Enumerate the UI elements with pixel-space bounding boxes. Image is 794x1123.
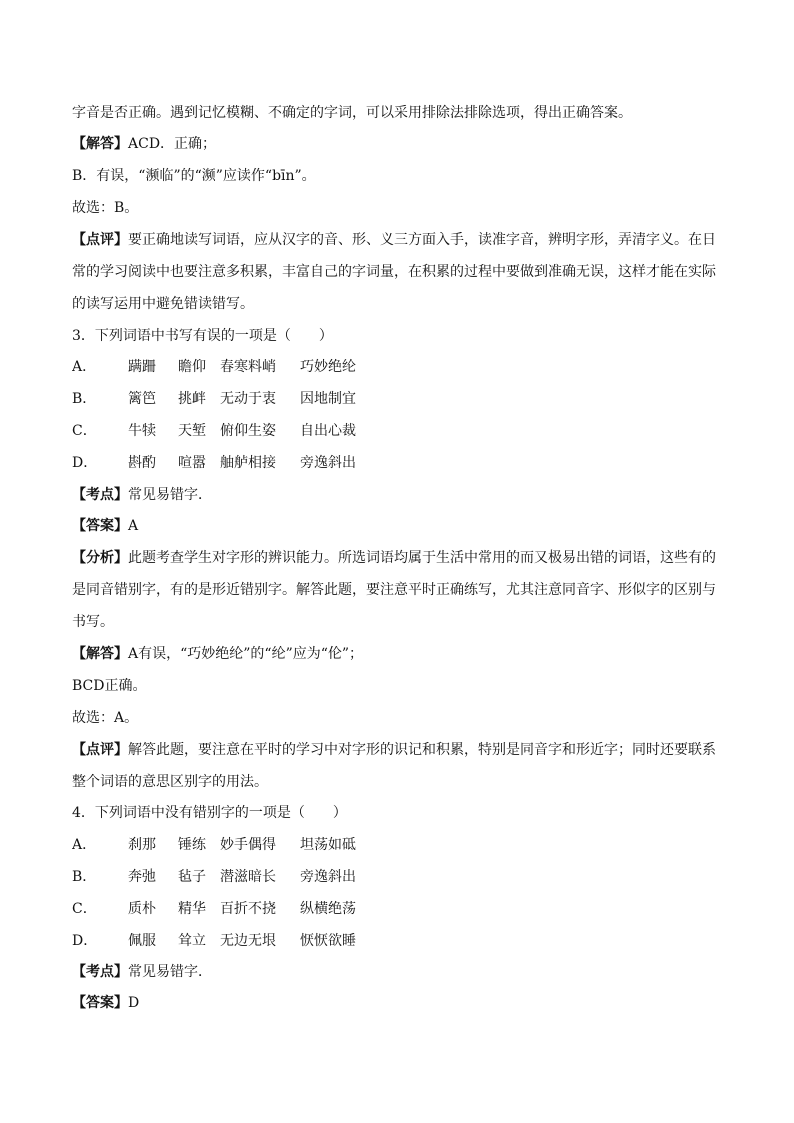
option-label: A． bbox=[72, 359, 97, 375]
jieda-text: ACD．正确； bbox=[128, 136, 217, 152]
option-word: 无动于衷 bbox=[220, 391, 276, 407]
option-label: B． bbox=[72, 391, 97, 407]
question-3-stem: 3．下列词语中书写有误的一项是（ ） bbox=[72, 328, 333, 344]
option-word: 百折不挠 bbox=[220, 901, 276, 917]
answer-line bbox=[72, 134, 732, 154]
option-word: 因地制宜 bbox=[300, 391, 356, 407]
option-word: 舳舻相接 bbox=[220, 455, 276, 471]
option-word: 无边无垠 bbox=[220, 933, 276, 949]
option-label: B． bbox=[72, 869, 97, 885]
text-line: 故选：A。 bbox=[72, 710, 139, 726]
analysis-line bbox=[72, 548, 732, 568]
option-label: D． bbox=[72, 933, 98, 949]
option-label: C． bbox=[72, 423, 97, 439]
option-word: 喧嚣 bbox=[178, 455, 206, 471]
option-word: 巧妙绝纶 bbox=[300, 359, 356, 375]
fenxi-text: 此题考查学生对字形的辨识能力。所选词语均属于生活中常用的而又极易出错的词语，这些有的 bbox=[128, 550, 716, 566]
option-word: 潜滋暗长 bbox=[220, 869, 276, 885]
option-word: 斟酌 bbox=[128, 455, 156, 471]
text-line: 书写。 bbox=[72, 614, 114, 630]
kaodian-line bbox=[72, 962, 732, 982]
option-word: 刹那 bbox=[128, 837, 156, 853]
text-line: 是同音错别字，有的是形近错别字。解答此题，要注意平时正确练写，尤其注意同音字、形似字的区别与 bbox=[72, 582, 716, 598]
q3-option-b bbox=[72, 389, 732, 409]
option-word: 佩服 bbox=[128, 933, 156, 949]
q3-option-c bbox=[72, 421, 732, 441]
q4-option-c bbox=[72, 899, 732, 919]
answer-tag: 【答案】 bbox=[72, 518, 128, 534]
option-label: D． bbox=[72, 455, 98, 471]
option-word: 春寒料峭 bbox=[220, 359, 276, 375]
dianping-tag: 【点评】 bbox=[72, 742, 128, 758]
kaodian-tag: 【考点】 bbox=[72, 964, 128, 980]
option-word: 精华 bbox=[178, 901, 206, 917]
fenxi-tag: 【分析】 bbox=[72, 550, 128, 566]
jieda-tag: 【解答】 bbox=[72, 646, 128, 662]
answer-line bbox=[72, 644, 732, 664]
dianping-text: 解答此题，要注意在平时的学习中对字形的识记和积累，特别是同音字和形近字；同时还要联系 bbox=[128, 742, 716, 758]
text-line: 字音是否正确。遇到记忆模糊、不确定的字词，可以采用排除法排除选项，得出正确答案。 bbox=[72, 105, 632, 121]
q3-option-a bbox=[72, 357, 732, 377]
q3-option-d bbox=[72, 453, 732, 473]
option-word: 蹒跚 bbox=[128, 359, 156, 375]
text-line: BCD正确。 bbox=[72, 678, 147, 694]
option-label: C． bbox=[72, 901, 97, 917]
comment-line bbox=[72, 230, 732, 250]
option-word: 自出心裁 bbox=[300, 423, 356, 439]
option-word: 瞻仰 bbox=[178, 359, 206, 375]
kaodian-tag: 【考点】 bbox=[72, 487, 128, 503]
option-word: 俯仰生姿 bbox=[220, 423, 276, 439]
answer-text: A bbox=[128, 518, 139, 534]
jieda-text: A有误，“巧妙绝纶”的“纶”应为“伦”； bbox=[128, 646, 364, 662]
option-word: 恹恹欲睡 bbox=[300, 933, 356, 949]
text-line: 整个词语的意思区别字的用法。 bbox=[72, 774, 268, 790]
text-line: 常的学习阅读中也要注意多积累，丰富自己的字词量，在积累的过程中要做到准确无误，这样才能在实际 bbox=[72, 264, 716, 280]
option-word: 挑衅 bbox=[178, 391, 206, 407]
kaodian-text: 常见易错字． bbox=[128, 964, 212, 980]
q4-option-b bbox=[72, 867, 732, 887]
option-word: 妙手偶得 bbox=[220, 837, 276, 853]
option-word: 牛犊 bbox=[128, 423, 156, 439]
dianping-text: 要正确地读写词语，应从汉字的音、形、义三方面入手，读准字音，辨明字形，弄清字义。在日 bbox=[128, 232, 716, 248]
option-word: 篱笆 bbox=[128, 391, 156, 407]
option-word: 纵横绝荡 bbox=[300, 901, 356, 917]
answer-text: D bbox=[128, 995, 140, 1011]
kaodian-line bbox=[72, 485, 732, 505]
option-word: 质朴 bbox=[128, 901, 156, 917]
option-word: 毡子 bbox=[178, 869, 206, 885]
question-4-stem: 4．下列词语中没有错别字的一项是（ ） bbox=[72, 805, 347, 821]
q4-option-d bbox=[72, 931, 732, 951]
answer-key-line bbox=[72, 516, 732, 536]
option-word: 奔弛 bbox=[128, 869, 156, 885]
option-word: 锤练 bbox=[178, 837, 206, 853]
q4-option-a bbox=[72, 835, 732, 855]
text-line: B．有误，“濒临”的“濒”应读作“bīn”。 bbox=[72, 168, 316, 184]
option-word: 旁逸斜出 bbox=[300, 455, 356, 471]
option-word: 坦荡如砥 bbox=[300, 837, 356, 853]
option-label: A． bbox=[72, 837, 97, 853]
dianping-tag: 【点评】 bbox=[72, 232, 128, 248]
kaodian-text: 常见易错字． bbox=[128, 487, 212, 503]
comment-line bbox=[72, 740, 732, 760]
option-word: 天堑 bbox=[178, 423, 206, 439]
answer-key-line bbox=[72, 993, 732, 1013]
text-line: 故选：B。 bbox=[72, 200, 139, 216]
answer-tag: 【答案】 bbox=[72, 995, 128, 1011]
option-word: 耸立 bbox=[178, 933, 206, 949]
option-word: 旁逸斜出 bbox=[300, 869, 356, 885]
text-line: 的读写运用中避免错读错写。 bbox=[72, 296, 254, 312]
jieda-tag: 【解答】 bbox=[72, 136, 128, 152]
